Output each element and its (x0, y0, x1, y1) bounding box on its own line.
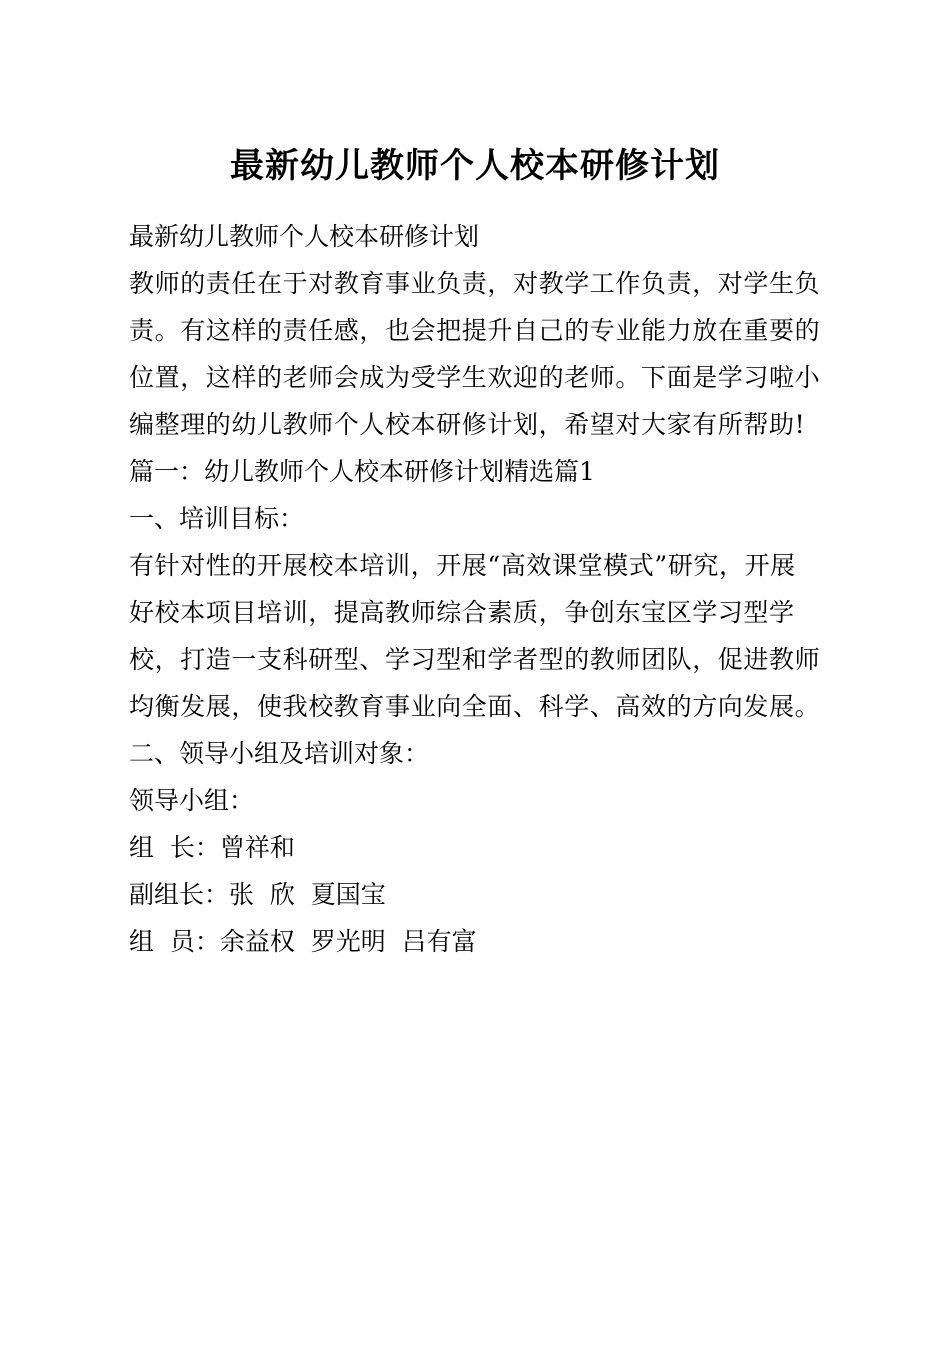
document-subtitle: 最新幼儿教师个人校本研修计划 (129, 222, 480, 251)
deputy-line: 副组长：张 欣 夏国宝 (129, 880, 386, 909)
intro-line-2: 责。有这样的责任感，也会把提升自己的专业能力放在重要的 (129, 316, 821, 345)
section-heading-goals: 一、培训目标： (129, 504, 305, 533)
intro-line-4: 编整理的幼儿教师个人校本研修计划，希望对大家有所帮助! (129, 410, 806, 439)
intro-line-3: 位置，这样的老师会成为受学生欢迎的老师。下面是学习啦小 (129, 363, 821, 392)
section-heading-leadership: 二、领导小组及培训对象： (129, 739, 430, 768)
document-body (129, 213, 829, 965)
members-line: 组 员：余益权 罗光明 吕有富 (129, 927, 477, 956)
leader-line: 组 长：曾祥和 (129, 833, 295, 862)
goals-line-3: 校，打造一支科研型、学习型和学者型的教师团队，促进教师 (129, 645, 821, 674)
chapter-heading: 篇一：幼儿教师个人校本研修计划精选篇1 (129, 457, 595, 486)
intro-line-1: 教师的责任在于对教育事业负责，对教学工作负责，对学生负 (129, 269, 821, 298)
goals-line-2: 好校本项目培训，提高教师综合素质，争创东宝区学习型学 (129, 598, 795, 627)
group-label: 领导小组： (129, 786, 255, 815)
document-title: 最新幼儿教师个人校本研修计划 (230, 146, 720, 186)
goals-line-4: 均衡发展，使我校教育事业向全面、科学、高效的方向发展。 (129, 692, 821, 721)
goals-line-1: 有针对性的开展校本培训，开展“高效课堂模式”研究，开展 (129, 551, 796, 580)
